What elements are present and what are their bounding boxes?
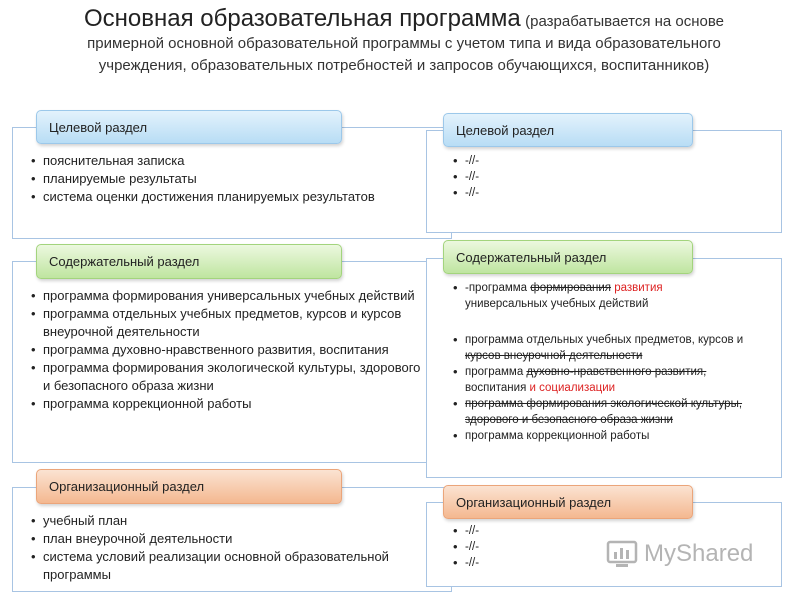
right-content-item-3	[453, 364, 753, 396]
watermark-text: MyShared	[644, 540, 754, 567]
left-content-box	[12, 261, 452, 463]
added-text: и социализации	[526, 382, 616, 394]
list-item: • учебный план	[31, 512, 411, 530]
left-org-header: Организационный раздел	[36, 469, 342, 504]
left-content-header: Содержательный раздел	[36, 244, 342, 279]
title-sub-1: (разрабатывается на основе	[525, 13, 725, 30]
list-item: • планируемые результаты	[31, 170, 431, 188]
list-item: • программа отдельных учебных предметов, курсов и курсов внеурочной деятельности	[31, 305, 427, 341]
list-item: • -//-	[453, 153, 753, 169]
added-text: развития	[611, 282, 663, 294]
list-item: • система оценки достижения планируемых результатов	[31, 188, 431, 206]
right-org-list	[453, 523, 603, 571]
myshared-logo-icon	[606, 538, 638, 570]
left-target-list	[31, 152, 431, 206]
right-content-item-4	[453, 396, 753, 428]
struck-text: формирования	[530, 282, 612, 294]
list-item: • программа коррекционной работы	[31, 395, 427, 413]
right-content-list	[453, 280, 753, 444]
list-item: • -//-	[453, 185, 753, 201]
right-content-item-5: • программа коррекционной работы	[453, 428, 753, 444]
struck-text: курсов внеурочной деятельности	[465, 350, 643, 362]
right-target-header: Целевой раздел	[443, 113, 693, 147]
left-org-list	[31, 512, 411, 584]
title-sub-3: учреждения, образовательных потребностей и запросов обучающихся, воспитанников)	[98, 57, 710, 74]
list-item: • -//-	[453, 523, 603, 539]
struck-text: духовно-нравственного развития,	[526, 366, 707, 378]
item-text: -программа	[465, 282, 531, 294]
right-content-header: Содержательный раздел	[443, 240, 693, 274]
right-org-header: Организационный раздел	[443, 485, 693, 519]
list-item: • система условий реализации основной образовательной программы	[31, 548, 411, 584]
left-content-list	[31, 287, 427, 413]
list-item: • программа формирования экологической культуры, здорового и безопасного образа жизни	[31, 359, 427, 395]
list-item: • пояснительная записка	[31, 152, 431, 170]
item-text: программа	[465, 366, 527, 378]
struck-text: программа формирования экологической культуры, здорового и безопасного образа жизни	[465, 398, 743, 426]
list-item: • -//-	[453, 169, 753, 185]
list-item: • программа формирования универсальных учебных действий	[31, 287, 427, 305]
item-text: воспитания	[465, 382, 527, 394]
diagram-title	[34, 5, 774, 77]
item-text: программа отдельных учебных предметов, курсов и	[465, 334, 744, 346]
list-item: • план внеурочной деятельности	[31, 530, 411, 548]
list-item: • -//-	[453, 539, 603, 555]
watermark	[606, 537, 753, 571]
list-item: • -//-	[453, 555, 603, 571]
title-main: Основная образовательная программа	[83, 5, 521, 32]
right-content-box	[426, 258, 782, 478]
right-target-list	[453, 153, 753, 201]
title-sub-2: примерной основной образовательной программы с учетом типа и вида образовательного	[87, 35, 721, 52]
left-target-header: Целевой раздел	[36, 110, 342, 144]
right-content-item-1	[453, 280, 753, 312]
item-text: универсальных учебных действий	[465, 298, 649, 310]
list-item: • программа духовно-нравственного развития, воспитания	[31, 341, 427, 359]
right-content-item-2	[453, 332, 753, 364]
